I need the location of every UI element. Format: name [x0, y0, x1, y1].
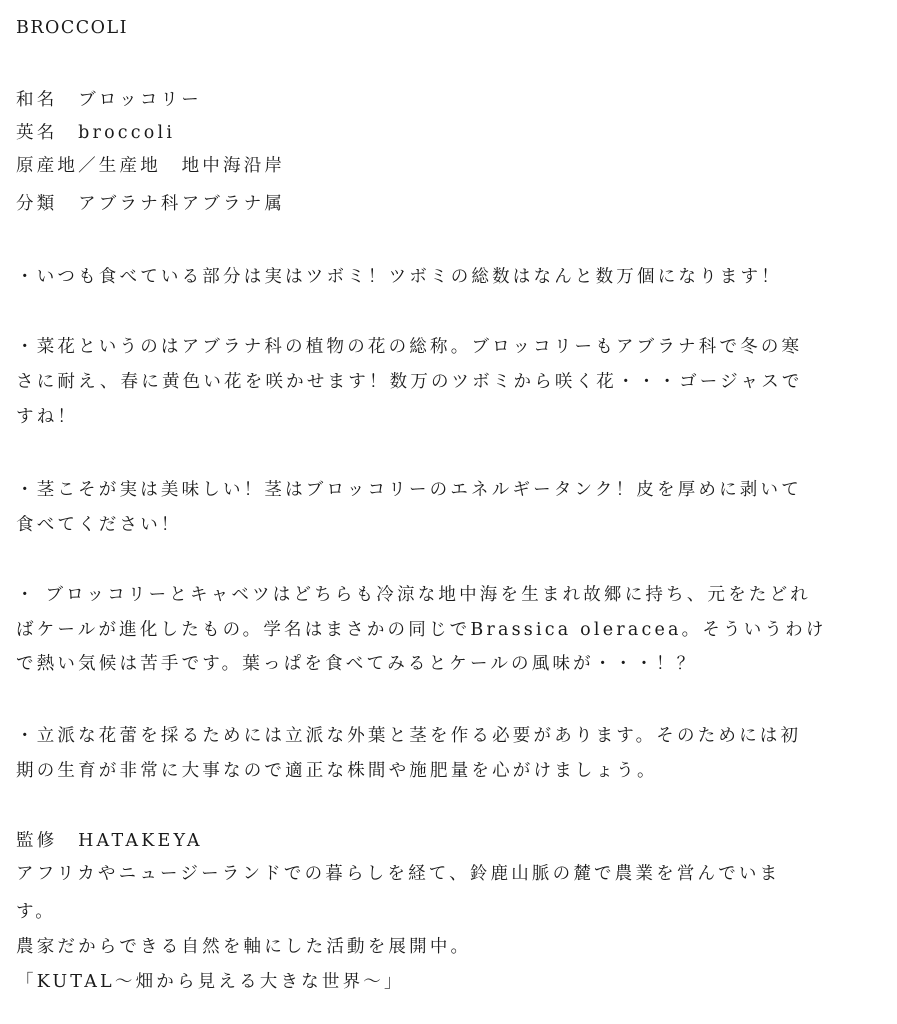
note-1-line-1: ・いつも食べている部分は実はツボミ！ツボミの総数はなんと数万個になります！: [16, 267, 782, 287]
supervisor-heading: 監修 HATAKEYA: [16, 831, 203, 851]
note-4-line-3: で熱い気候は苦手です。葉っぱを食べてみるとケールの風味が・・・！？: [16, 654, 698, 674]
note-3-line-2: 食べてください！: [16, 515, 182, 535]
supervisor-bio-line-3: 農家だからできる自然を軸にした活動を展開中。: [16, 937, 472, 957]
note-2-line-3: すね！: [16, 407, 79, 427]
note-2-line-2: さに耐え、春に黄色い花を咲かせます！数万のツボミから咲く花・・・ゴージャスで: [16, 372, 803, 392]
profile-classification: 分類 アブラナ科アブラナ属: [16, 194, 286, 214]
profile-origin: 原産地／生産地 地中海沿岸: [16, 156, 286, 176]
note-5-line-1: ・立派な花蕾を採るためには立派な外葉と茎を作る必要があります。そのためには初: [16, 726, 802, 746]
supervisor-bio-line-2: す。: [16, 902, 56, 922]
note-4-line-1: ・ ブロッコリーとキャベツはどちらも冷涼な地中海を生まれ故郷に持ち、元をたどれ: [16, 585, 812, 605]
profile-english-name: 英名 broccoli: [16, 123, 176, 143]
page-title: BROCCOLI: [16, 18, 129, 38]
supervisor-bio-line-1: アフリカやニュージーランドでの暮らしを経て、鈴鹿山脈の麓で農業を営んでいま: [16, 864, 781, 884]
supervisor-project-title: 「KUTAL〜畑から見える大きな世界〜」: [16, 972, 405, 992]
profile-japanese-name: 和名 ブロッコリー: [16, 90, 202, 110]
note-4-line-2: ばケールが進化したもの。学名はまさかの同じでBrassica oleracea。そういうわけ: [16, 620, 827, 640]
note-3-line-1: ・茎こそが実は美味しい！茎はブロッコリーのエネルギータンク！皮を厚めに剥いて: [16, 480, 802, 500]
note-5-line-2: 期の生育が非常に大事なので適正な株間や施肥量を心がけましょう。: [16, 761, 658, 781]
note-2-line-1: ・菜花というのはアブラナ科の植物の花の総称。ブロッコリーもアブラナ科で冬の寒: [16, 337, 803, 357]
